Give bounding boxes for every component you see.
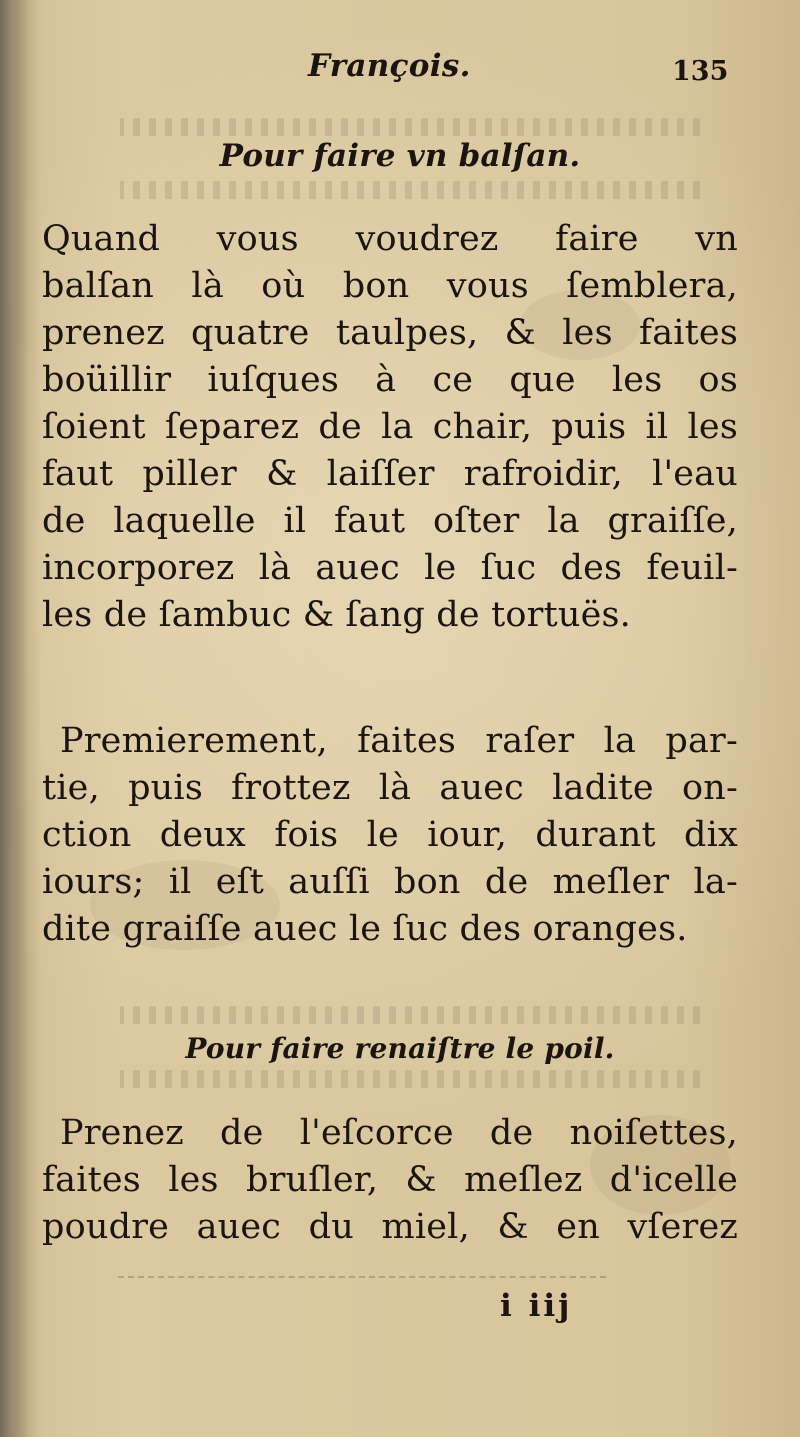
recipe-heading: Pour faire renaiſtre le poil. xyxy=(185,1032,615,1065)
show-through-line xyxy=(120,1006,700,1024)
show-through-line xyxy=(120,118,700,136)
text-line: faut piller & laiſſer rafroidir, l'eau xyxy=(42,454,738,494)
text-line: faites les bruſler, & meſlez d'icelle xyxy=(42,1160,738,1200)
recipe-heading: Pour faire vn balſan. xyxy=(219,138,581,174)
text-line: poudre auec du miel, & en vſerez xyxy=(42,1207,738,1247)
text-line: ſoient ſeparez de la chair, puis il les xyxy=(42,407,738,447)
recipe-paragraph xyxy=(42,1110,738,1251)
printer-signature: i iij xyxy=(500,1288,573,1324)
text-line: incorporez là auec le ſuc des feuil- xyxy=(42,548,738,588)
recipe-paragraph xyxy=(42,718,738,953)
text-line: Quand vous voudrez faire vn xyxy=(42,219,738,259)
running-head: François. xyxy=(308,48,471,84)
page-header xyxy=(0,48,800,98)
text-line: Premierement, faites raſer la par- xyxy=(60,721,738,761)
text-line: prenez quatre taulpes, & les faites xyxy=(42,313,738,353)
text-line: boüillir iuſques à ce que les os xyxy=(42,360,738,400)
text-line: Prenez de l'eſcorce de noiſettes, xyxy=(60,1113,738,1153)
footer-rule xyxy=(118,1276,606,1279)
page-gutter xyxy=(0,0,28,1437)
text-line: les de ſambuc & ſang de tortuës. xyxy=(42,595,632,635)
show-through-line xyxy=(120,1070,700,1088)
text-line: tie, puis frottez là auec ladite on- xyxy=(42,768,738,808)
show-through-line xyxy=(120,181,700,199)
text-line: iours; il eſt auſſi bon de meſler la- xyxy=(42,862,738,902)
page-number: 135 xyxy=(672,56,729,87)
text-line: ction deux fois le iour, durant dix xyxy=(42,815,738,855)
text-line: de laquelle il faut oſter la graiſſe, xyxy=(42,501,738,541)
text-line: dite graiſſe auec le ſuc des oranges. xyxy=(42,909,688,949)
recipe-paragraph xyxy=(42,216,738,639)
text-line: balſan là où bon vous ſemblera, xyxy=(42,266,738,306)
